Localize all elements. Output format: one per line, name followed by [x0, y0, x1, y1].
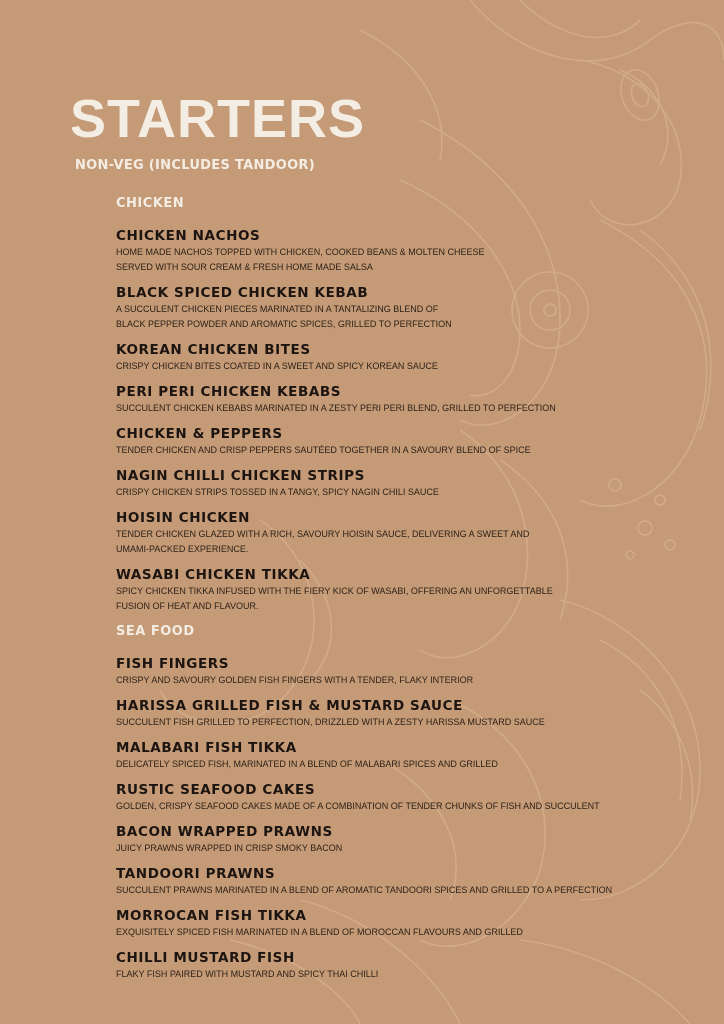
menu-item-name: FISH FINGERS: [116, 656, 230, 672]
menu-item-name: KOREAN CHICKEN BITES: [116, 342, 311, 358]
menu-item-description: CRISPY AND SAVOURY GOLDEN FISH FINGERS WITH A TENDER, FLAKY INTERIOR: [116, 675, 474, 685]
section-heading: CHICKEN: [116, 196, 185, 211]
menu-item: [116, 342, 676, 374]
menu-item: [116, 567, 676, 614]
menu-item-description: FLAKY FISH PAIRED WITH MUSTARD AND SPICY THAI CHILLI: [116, 969, 379, 979]
menu-item-name: NAGIN CHILLI CHICKEN STRIPS: [116, 468, 365, 484]
menu-item-description: JUICY PRAWNS WRAPPED IN CRISP SMOKY BACON: [116, 843, 343, 853]
menu-list: [116, 196, 676, 992]
menu-item-description: CRISPY CHICKEN BITES COATED IN A SWEET AND SPICY KOREAN SAUCE: [116, 361, 438, 371]
menu-item: [116, 228, 676, 275]
menu-item-name: HARISSA GRILLED FISH & MUSTARD SAUCE: [116, 698, 463, 714]
menu-item-name: BACON WRAPPED PRAWNS: [116, 824, 333, 840]
menu-item: [116, 740, 676, 772]
menu-item: [116, 698, 676, 730]
menu-item-name: BLACK SPICED CHICKEN KEBAB: [116, 285, 369, 301]
page-subtitle: NON-VEG (INCLUDES TANDOOR): [75, 158, 315, 173]
menu-item: [116, 950, 676, 982]
menu-item-name: WASABI CHICKEN TIKKA: [116, 567, 311, 583]
menu-item: [116, 824, 676, 856]
menu-item-name: PERI PERI CHICKEN KEBABS: [116, 384, 342, 400]
menu-item-name: TANDOORI PRAWNS: [116, 866, 276, 882]
menu-item-description: SPICY CHICKEN TIKKA INFUSED WITH THE FIERY KICK OF WASABI, OFFERING AN UNFORGETTABLE FUSION OF HEAT AND FLAVOUR.: [116, 586, 553, 611]
menu-item-description: A SUCCULENT CHICKEN PIECES MARINATED IN A TANTALIZING BLEND OF BLACK PEPPER POWDER AND AROMATIC SPICES, GRILLED TO PERFECTION: [116, 304, 452, 329]
menu-item-name: CHILLI MUSTARD FISH: [116, 950, 295, 966]
menu-item: [116, 866, 676, 898]
menu-item-description: TENDER CHICKEN AND CRISP PEPPERS SAUTÉED TOGETHER IN A SAVOURY BLEND OF SPICE: [116, 445, 531, 455]
menu-item-description: SUCCULENT PRAWNS MARINATED IN A BLEND OF AROMATIC TANDOORI SPICES AND GRILLED TO A PERFECTION: [116, 885, 613, 895]
menu-item-description: SUCCULENT CHICKEN KEBABS MARINATED IN A ZESTY PERI PERI BLEND, GRILLED TO PERFECTION: [116, 403, 556, 413]
menu-item: [116, 656, 676, 688]
menu-item-name: HOISIN CHICKEN: [116, 510, 251, 526]
menu-item-name: MALABARI FISH TIKKA: [116, 740, 297, 756]
menu-item: [116, 468, 676, 500]
menu-item-description: SUCCULENT FISH GRILLED TO PERFECTION, DRIZZLED WITH A ZESTY HARISSA MUSTARD SAUCE: [116, 717, 545, 727]
menu-item: [116, 510, 676, 557]
menu-item-name: CHICKEN & PEPPERS: [116, 426, 283, 442]
menu-item-name: CHICKEN NACHOS: [116, 228, 261, 244]
page-title: STARTERS: [70, 89, 366, 149]
menu-item-description: DELICATELY SPICED FISH, MARINATED IN A BLEND OF MALABARI SPICES AND GRILLED: [116, 759, 498, 769]
section-heading: SEA FOOD: [116, 624, 195, 639]
menu-item-description: CRISPY CHICKEN STRIPS TOSSED IN A TANGY, SPICY NAGIN CHILI SAUCE: [116, 487, 439, 497]
menu-item-name: RUSTIC SEAFOOD CAKES: [116, 782, 316, 798]
menu-item-description: EXQUISITELY SPICED FISH MARINATED IN A BLEND OF MOROCCAN FLAVOURS AND GRILLED: [116, 927, 523, 937]
menu-item: [116, 426, 676, 458]
menu-item: [116, 384, 676, 416]
menu-item: [116, 908, 676, 940]
menu-item-description: HOME MADE NACHOS TOPPED WITH CHICKEN, COOKED BEANS & MOLTEN CHEESE SERVED WITH SOUR CREAM & FRESH HOME MADE SALSA: [116, 247, 485, 272]
menu-item-description: TENDER CHICKEN GLAZED WITH A RICH, SAVOURY HOISIN SAUCE, DELIVERING A SWEET AND UMAMI-PACKED EXPERIENCE.: [116, 529, 530, 554]
menu-item-name: MORROCAN FISH TIKKA: [116, 908, 307, 924]
menu-item-description: GOLDEN, CRISPY SEAFOOD CAKES MADE OF A COMBINATION OF TENDER CHUNKS OF FISH AND SUCCULENT: [116, 801, 600, 811]
menu-item: [116, 782, 676, 814]
menu-item: [116, 285, 676, 332]
